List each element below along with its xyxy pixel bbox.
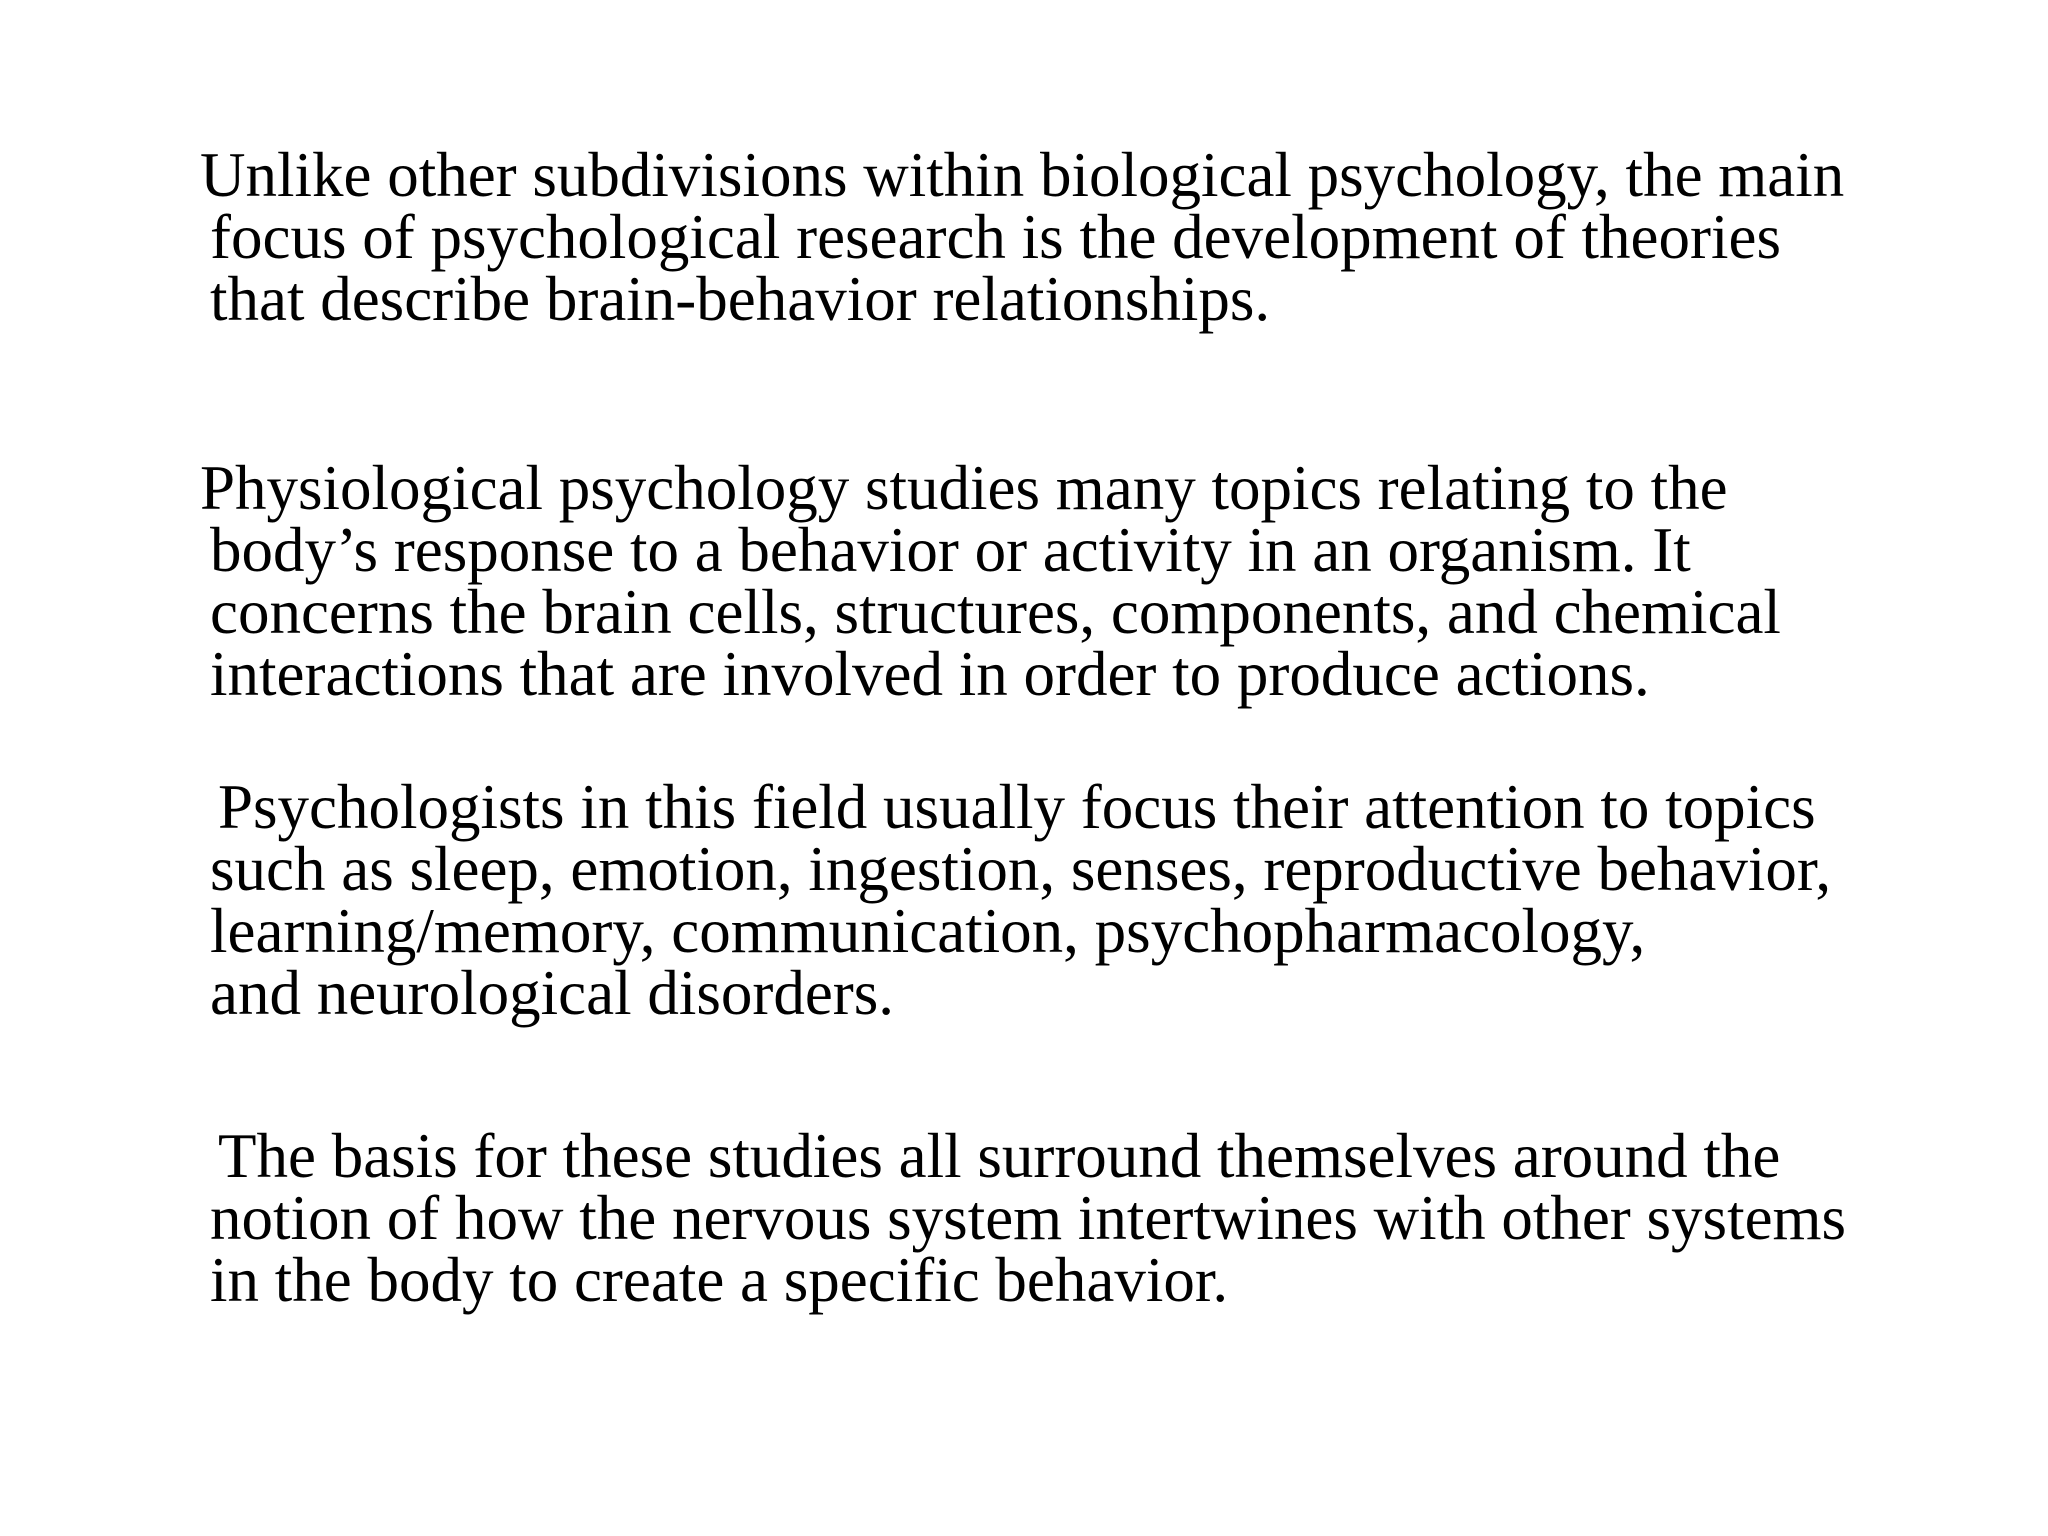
paragraph-2: [200, 453, 1980, 709]
paragraph-line: Unlike other subdivisions within biological psychology, the main: [200, 140, 1845, 210]
paragraph-line: body’s response to a behavior or activity in an organism. It: [210, 515, 1691, 585]
paragraph-line: Physiological psychology studies many topics relating to the: [200, 453, 1728, 523]
paragraph-line: Psychologists in this field usually focus their attention to topics: [218, 772, 1816, 842]
paragraph-line: that describe brain-behavior relationships.: [210, 264, 1271, 334]
paragraph-line: focus of psychological research is the development of theories: [210, 202, 1781, 272]
paragraph-4: [200, 1121, 1980, 1315]
paragraph-1: [200, 140, 1980, 334]
paragraph-line: The basis for these studies all surround themselves around the: [218, 1121, 1781, 1191]
paragraph-line: concerns the brain cells, structures, components, and chemical: [210, 577, 1781, 647]
paragraph-3: [200, 772, 1980, 1028]
paragraph-line: such as sleep, emotion, ingestion, senses, reproductive behavior,: [210, 834, 1832, 904]
paragraph-line: notion of how the nervous system intertwines with other systems: [210, 1183, 1847, 1253]
paragraph-line: in the body to create a specific behavior.: [210, 1245, 1229, 1315]
paragraph-line: and neurological disorders.: [210, 958, 895, 1028]
paragraph-line: interactions that are involved in order to produce actions.: [210, 639, 1650, 709]
paragraph-line: learning/memory, communication, psychopharmacology,: [210, 896, 1646, 966]
